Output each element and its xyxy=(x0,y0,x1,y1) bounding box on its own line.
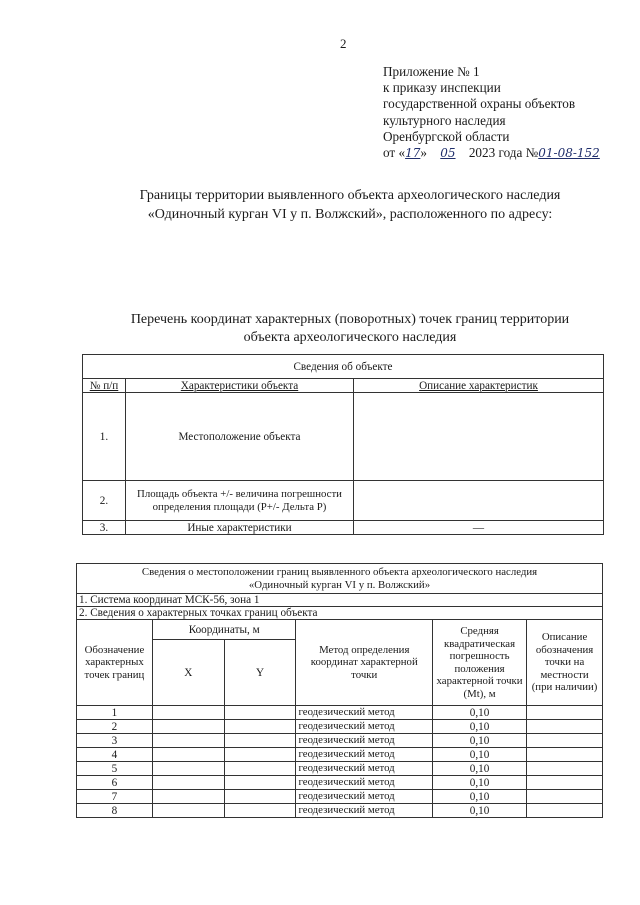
point-y xyxy=(224,762,296,776)
point-description xyxy=(527,762,603,776)
object-table-header: Сведения об объекте xyxy=(83,355,604,379)
point-y xyxy=(224,776,296,790)
point-number: 6 xyxy=(77,776,153,790)
table-row-num: 1. xyxy=(83,393,126,481)
point-number: 2 xyxy=(77,720,153,734)
point-method: геодезический метод xyxy=(296,734,433,748)
point-method: геодезический метод xyxy=(296,776,433,790)
annex-block xyxy=(383,64,600,161)
point-description xyxy=(527,790,603,804)
handwritten-day: 17 xyxy=(405,146,421,161)
point-x xyxy=(152,762,224,776)
point-x xyxy=(152,804,224,818)
point-method: геодезический метод xyxy=(296,804,433,818)
point-accuracy: 0,10 xyxy=(433,734,527,748)
col-description-header: Описание характеристик xyxy=(354,379,604,393)
handwritten-month: 05 xyxy=(440,146,456,161)
table-row-desc xyxy=(354,393,604,481)
annex-line: Приложение № 1 xyxy=(383,64,480,79)
annex-date-line xyxy=(383,145,600,161)
point-y xyxy=(224,706,296,720)
point-method: геодезический метод xyxy=(296,706,433,720)
point-method: геодезический метод xyxy=(296,720,433,734)
location-header-line: Сведения о местоположении границ выявленного объекта археологического наследия xyxy=(141,566,538,578)
point-description xyxy=(527,706,603,720)
col-x-header: X xyxy=(152,640,224,706)
subtitle-line: объекта археологического наследия xyxy=(243,330,457,345)
point-accuracy: 0,10 xyxy=(433,762,527,776)
table-row-num: 3. xyxy=(83,521,126,535)
coordinates-table xyxy=(76,563,603,818)
point-number: 4 xyxy=(77,748,153,762)
document-title xyxy=(100,186,600,224)
col-point-description-header: Описание обозначения точки на местности (при наличии) xyxy=(527,620,603,706)
subtitle-line: Перечень координат характерных (поворотных) точек границ территории xyxy=(130,312,570,327)
point-accuracy: 0,10 xyxy=(433,720,527,734)
table-row-desc xyxy=(354,481,604,521)
point-number: 1 xyxy=(77,706,153,720)
col-num-header: № п/п xyxy=(83,379,126,393)
title-line: Границы территории выявленного объекта археологического наследия xyxy=(139,188,561,203)
annex-line: к приказу инспекции xyxy=(383,80,501,96)
table-row-desc: — xyxy=(354,521,604,535)
point-y xyxy=(224,804,296,818)
col-accuracy-header: Средняя квадратическая погрешность положения характерной точки (Mt), м xyxy=(433,620,527,706)
point-y xyxy=(224,790,296,804)
object-info-table xyxy=(82,354,604,535)
location-table-header xyxy=(77,564,603,594)
col-coordinates-header: Координаты, м xyxy=(152,620,296,640)
point-x xyxy=(152,720,224,734)
point-number: 8 xyxy=(77,804,153,818)
title-line: «Одиночный курган VI у п. Волжский», расположенного по адресу: xyxy=(147,207,553,222)
point-accuracy: 0,10 xyxy=(433,776,527,790)
point-x xyxy=(152,734,224,748)
col-y-header: Y xyxy=(224,640,296,706)
point-accuracy: 0,10 xyxy=(433,790,527,804)
point-y xyxy=(224,720,296,734)
date-year: 2023 года № xyxy=(468,145,539,161)
point-description xyxy=(527,734,603,748)
point-method: геодезический метод xyxy=(296,762,433,776)
annex-line: Оренбургской области xyxy=(383,128,510,144)
point-number: 3 xyxy=(77,734,153,748)
list-heading xyxy=(100,311,600,347)
date-prefix: от « xyxy=(383,145,406,161)
point-description xyxy=(527,776,603,790)
point-description xyxy=(527,804,603,818)
location-header-line: «Одиночный курган VI у п. Волжский» xyxy=(248,578,431,591)
point-y xyxy=(224,734,296,748)
coordinate-system: 1. Система координат МСК-56, зона 1 xyxy=(77,594,603,607)
point-number: 5 xyxy=(77,762,153,776)
table-row-name: Иные характеристики xyxy=(126,521,354,535)
point-number: 7 xyxy=(77,790,153,804)
annex-line: государственной охраны объектов xyxy=(383,96,576,112)
points-heading: 2. Сведения о характерных точках границ объекта xyxy=(77,607,603,620)
date-mid: » xyxy=(420,145,427,161)
point-description xyxy=(527,748,603,762)
annex-line: культурного наследия xyxy=(383,112,506,128)
table-row-name: Местоположение объекта xyxy=(126,393,354,481)
col-characteristic-header: Характеристики объекта xyxy=(126,379,354,393)
handwritten-order-number: 01-08-152 xyxy=(538,146,600,161)
point-x xyxy=(152,790,224,804)
point-accuracy: 0,10 xyxy=(433,706,527,720)
table-row-num: 2. xyxy=(83,481,126,521)
point-accuracy: 0,10 xyxy=(433,748,527,762)
point-method: геодезический метод xyxy=(296,790,433,804)
point-accuracy: 0,10 xyxy=(433,804,527,818)
page-number: 2 xyxy=(340,36,347,51)
point-y xyxy=(224,748,296,762)
point-method: геодезический метод xyxy=(296,748,433,762)
table-row-name: Площадь объекта +/- величина погрешности определения площади (P+/- Дельта P) xyxy=(126,481,354,521)
col-method-header: Метод определения координат характерной точки xyxy=(296,620,433,706)
point-x xyxy=(152,776,224,790)
point-x xyxy=(152,706,224,720)
col-designation-header: Обозначение характерных точек границ xyxy=(77,620,153,706)
point-description xyxy=(527,720,603,734)
point-x xyxy=(152,748,224,762)
